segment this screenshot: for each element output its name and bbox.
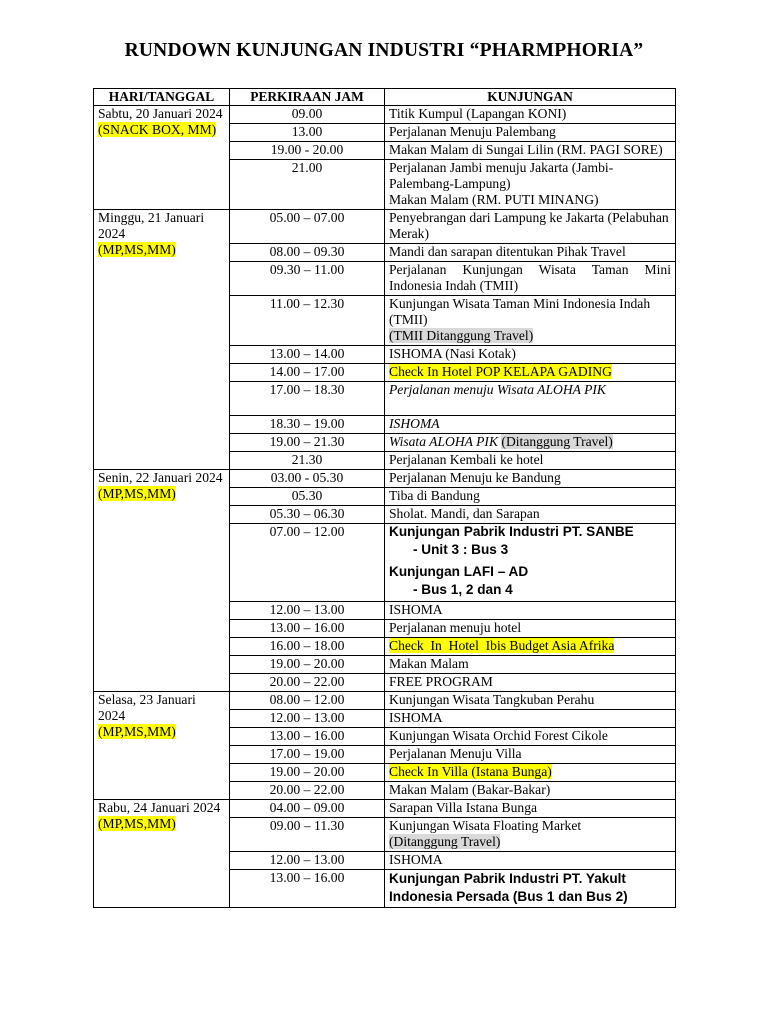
visit-cell: Kunjungan Wisata Tangkuban Perahu (385, 692, 676, 710)
day-cell-senin (94, 470, 230, 692)
time-cell: 20.00 – 22.00 (230, 674, 385, 692)
visit-cell: Perjalanan menuju Wisata ALOHA PIK (385, 382, 676, 416)
time-cell: 09.00 – 11.30 (230, 818, 385, 852)
visit-cell: Perjalanan Menuju Palembang (385, 124, 676, 142)
visit-highlight: Check In Villa (Istana Bunga) (389, 764, 552, 779)
visit-cell: Sarapan Villa Istana Bunga (385, 800, 676, 818)
visit-line: Kunjungan Wisata Floating Market (389, 818, 582, 833)
time-cell: 13.00 – 16.00 (230, 620, 385, 638)
time-cell: 18.30 – 19.00 (230, 416, 385, 434)
visit-cell: Sholat. Mandi, dan Sarapan (385, 506, 676, 524)
visit-cell (385, 364, 676, 382)
visit-line: Makan Malam (RM. PUTI MINANG) (389, 192, 599, 207)
visit-line: Kunjungan Wisata Taman Mini Indonesia Indah (TMII) (389, 296, 651, 327)
day-date: Rabu, 24 Januari 2024 (98, 800, 221, 815)
time-cell: 19.00 - 20.00 (230, 142, 385, 160)
day-meals: (MP,MS,MM) (98, 816, 176, 831)
table-header-row (94, 89, 676, 106)
table-row (94, 106, 676, 124)
time-cell: 13.00 – 16.00 (230, 728, 385, 746)
time-cell: 05.30 (230, 488, 385, 506)
visit-cell: Kunjungan Pabrik Industri PT. Yakult Indonesia Persada (Bus 1 dan Bus 2) (385, 870, 676, 908)
visit-cell (385, 764, 676, 782)
day-meals: (MP,MS,MM) (98, 242, 176, 257)
time-cell: 11.00 – 12.30 (230, 296, 385, 346)
visit-note: (Ditanggung Travel) (389, 834, 501, 849)
time-cell: 19.00 – 20.00 (230, 656, 385, 674)
time-cell: 14.00 – 17.00 (230, 364, 385, 382)
visit-cell (385, 818, 676, 852)
visit-cell: Perjalanan menuju hotel (385, 620, 676, 638)
time-cell: 19.00 – 21.30 (230, 434, 385, 452)
table-row (94, 470, 676, 488)
time-cell: 12.00 – 13.00 (230, 710, 385, 728)
visit-cell: ISHOMA (Nasi Kotak) (385, 346, 676, 364)
time-cell: 05.00 – 07.00 (230, 210, 385, 244)
time-cell: 12.00 – 13.00 (230, 602, 385, 620)
visit-cell: ISHOMA (385, 602, 676, 620)
time-cell: 13.00 (230, 124, 385, 142)
time-cell: 09.00 (230, 106, 385, 124)
visit-cell: FREE PROGRAM (385, 674, 676, 692)
time-cell: 16.00 – 18.00 (230, 638, 385, 656)
visit-subitem: - Unit 3 : Bus 3 (413, 542, 509, 557)
visit-cell (385, 434, 676, 452)
visit-cell (385, 524, 676, 602)
visit-line: Perjalanan Jambi menuju Jakarta (Jambi-Palembang-Lampung) (389, 160, 614, 191)
time-cell: 08.00 – 09.30 (230, 244, 385, 262)
time-cell: 17.00 – 18.30 (230, 382, 385, 416)
document-title: RUNDOWN KUNJUNGAN INDUSTRI “PHARMPHORIA” (124, 40, 644, 61)
visit-highlight: Check In Hotel Ibis Budget Asia Afrika (389, 638, 615, 653)
visit-cell: ISHOMA (385, 710, 676, 728)
table-row (94, 800, 676, 818)
visit-cell: Perjalanan Kembali ke hotel (385, 452, 676, 470)
visit-cell: Kunjungan Wisata Orchid Forest Cikole (385, 728, 676, 746)
time-cell: 13.00 – 16.00 (230, 870, 385, 908)
day-date: Senin, 22 Januari 2024 (98, 470, 223, 485)
visit-cell: Perjalanan Kunjungan Wisata Taman Mini Indonesia Indah (TMII) (385, 262, 676, 296)
time-cell: 03.00 - 05.30 (230, 470, 385, 488)
visit-cell: Makan Malam di Sungai Lilin (RM. PAGI SORE) (385, 142, 676, 160)
visit-subitem: - Bus 1, 2 dan 4 (413, 582, 513, 597)
visit-note: (TMII Ditanggung Travel) (389, 328, 534, 343)
visit-note: (Ditanggung Travel) (501, 434, 613, 449)
day-cell-selasa (94, 692, 230, 800)
visit-cell: Titik Kumpul (Lapangan KONI) (385, 106, 676, 124)
day-date: Selasa, 23 Januari 2024 (98, 692, 196, 723)
visit-cell: Perjalanan Menuju Villa (385, 746, 676, 764)
day-meals: (MP,MS,MM) (98, 724, 176, 739)
time-cell: 05.30 – 06.30 (230, 506, 385, 524)
visit-cell (385, 638, 676, 656)
header-day: HARI/TANGGAL (94, 89, 230, 106)
visit-cell (385, 160, 676, 210)
table-row (94, 210, 676, 244)
time-cell: 09.30 – 11.00 (230, 262, 385, 296)
header-visit: KUNJUNGAN (385, 89, 676, 106)
visit-cell: Makan Malam (Bakar-Bakar) (385, 782, 676, 800)
visit-cell: Perjalanan Menuju ke Bandung (385, 470, 676, 488)
day-meals: (MP,MS,MM) (98, 486, 176, 501)
time-cell: 19.00 – 20.00 (230, 764, 385, 782)
day-cell-minggu (94, 210, 230, 470)
visit-cell: Makan Malam (385, 656, 676, 674)
day-cell-sabtu (94, 106, 230, 210)
day-date: Sabtu, 20 Januari 2024 (98, 106, 223, 121)
time-cell: 12.00 – 13.00 (230, 852, 385, 870)
visit-cell: Penyebrangan dari Lampung ke Jakarta (Pelabuhan Merak) (385, 210, 676, 244)
time-cell: 21.30 (230, 452, 385, 470)
visit-text: Wisata ALOHA PIK (389, 434, 499, 449)
visit-line: Kunjungan LAFI – AD (389, 564, 529, 579)
time-cell: 04.00 – 09.00 (230, 800, 385, 818)
day-date: Minggu, 21 Januari 2024 (98, 210, 205, 241)
time-cell: 13.00 – 14.00 (230, 346, 385, 364)
time-cell: 21.00 (230, 160, 385, 210)
visit-cell: Mandi dan sarapan ditentukan Pihak Travel (385, 244, 676, 262)
time-cell: 08.00 – 12.00 (230, 692, 385, 710)
visit-cell (385, 296, 676, 346)
header-time: PERKIRAAN JAM (230, 89, 385, 106)
visit-line: Kunjungan Pabrik Industri PT. SANBE (389, 524, 634, 539)
rundown-table (93, 88, 676, 908)
time-cell: 20.00 – 22.00 (230, 782, 385, 800)
day-meals: (SNACK BOX, MM) (98, 122, 217, 137)
time-cell: 07.00 – 12.00 (230, 524, 385, 602)
visit-highlight: Check In Hotel POP KELAPA GADING (389, 364, 612, 379)
visit-cell: ISHOMA (385, 416, 676, 434)
visit-cell: ISHOMA (385, 852, 676, 870)
day-cell-rabu (94, 800, 230, 908)
time-cell: 17.00 – 19.00 (230, 746, 385, 764)
table-row (94, 692, 676, 710)
visit-cell: Tiba di Bandung (385, 488, 676, 506)
